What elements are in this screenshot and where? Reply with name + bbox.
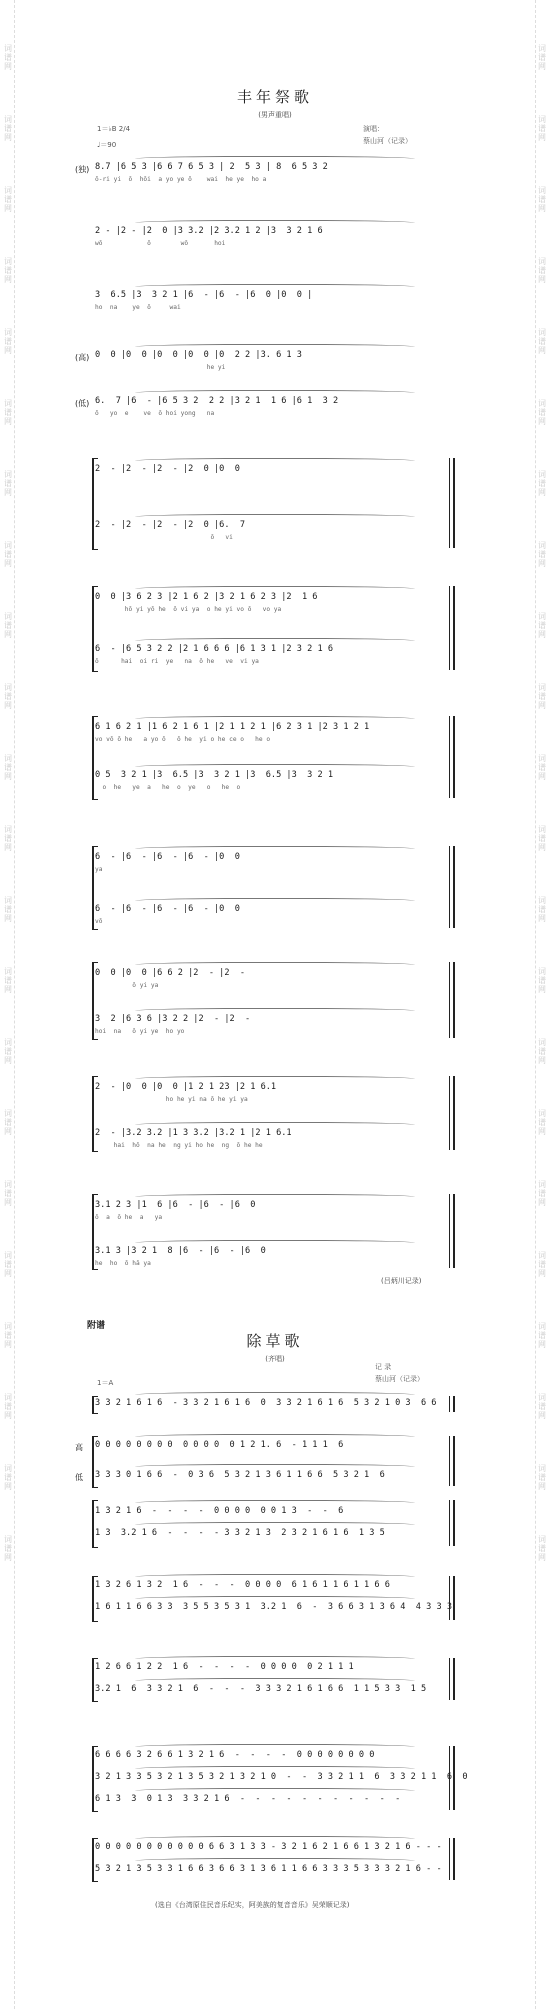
watermark-text: 词谱网 bbox=[4, 44, 12, 71]
watermark-text: 词谱网 bbox=[538, 896, 546, 923]
watermark-text: 词谱网 bbox=[4, 186, 12, 213]
system-brace bbox=[92, 1194, 98, 1270]
watermark-text: 词谱网 bbox=[538, 399, 546, 426]
notation-line: 2 - |0 0 |0 0 |1 2 1 23 |2 1 6.1 bbox=[95, 1082, 277, 1092]
watermark-text: 词谱网 bbox=[4, 612, 12, 639]
slur-line bbox=[135, 1656, 415, 1663]
final-barline bbox=[449, 1076, 455, 1150]
system-brace bbox=[92, 1576, 98, 1622]
song1-meta-line-1: 演唱： bbox=[363, 125, 384, 133]
watermark-text: 词谱网 bbox=[538, 1393, 546, 1420]
lyric-line: ō yi ya bbox=[95, 982, 159, 989]
slur-line bbox=[135, 1596, 415, 1603]
watermark-text: 词谱网 bbox=[538, 825, 546, 852]
notation-line: 6. 7 |6 - |6 5 3 2 2 2 |3 2 1 1 6 |6 1 3 2 bbox=[95, 396, 339, 406]
notation-line: 6 - |6 - |6 - |6 - |0 0 bbox=[95, 904, 240, 914]
notation-line: 3 3 2 1 6 1 6 - 3 3 2 1 6 1 6 0 3 3 2 1 6 1 6 5 3 2 1 0 3 6 6 bbox=[95, 1398, 437, 1408]
final-barline bbox=[449, 1746, 455, 1810]
watermark-text: 词谱网 bbox=[4, 1464, 12, 1491]
slur-line bbox=[135, 1522, 415, 1529]
part-label: 低 bbox=[75, 1473, 83, 1482]
lyric-line: wō ō wō hoi bbox=[95, 240, 226, 247]
watermark-text: 词谱网 bbox=[538, 257, 546, 284]
slur-line bbox=[135, 284, 415, 291]
watermark-text: 词谱网 bbox=[538, 1109, 546, 1136]
final-barline bbox=[449, 846, 455, 928]
lyric-line: he yi bbox=[95, 364, 226, 371]
system-brace bbox=[92, 1076, 98, 1152]
system-brace bbox=[92, 1436, 98, 1488]
system-brace bbox=[92, 458, 98, 550]
lyric-line: ŏ yo e ve ō hoi yong na bbox=[95, 410, 215, 417]
song1-key: 1＝♭B 2/4 bbox=[97, 125, 131, 133]
watermark-text: 词谱网 bbox=[538, 754, 546, 781]
lyric-line: he ho ō hā ya bbox=[95, 1260, 151, 1267]
slur-line bbox=[135, 1500, 415, 1507]
watermark-text: 词谱网 bbox=[538, 967, 546, 994]
song2-title: 除草歌 bbox=[246, 1332, 304, 1350]
song2-credit: (选自《台湾原住民音乐纪实，阿美族的复音音乐》吴荣顺记录) bbox=[155, 1901, 350, 1909]
watermark-text: 词谱网 bbox=[4, 1109, 12, 1136]
part-label: (高) bbox=[75, 353, 90, 362]
notation-line: 1 2 6 6 1 2 2 1 6 - - - - 0 0 0 0 0 2 1 1 1 bbox=[95, 1662, 354, 1672]
notation-line: 1 3 2 1 6 - - - - 0 0 0 0 0 0 1 3 - - 6 bbox=[95, 1506, 344, 1516]
lyric-line: hai hō na he ng yi ho he ng ō he he bbox=[95, 1142, 263, 1149]
watermark-text: 词谱网 bbox=[538, 1180, 546, 1207]
system-brace bbox=[92, 1396, 98, 1414]
final-barline bbox=[449, 1194, 455, 1268]
part-label: (低) bbox=[75, 399, 90, 408]
notation-line: 3.1 2 3 |1 6 |6 - |6 - |6 0 bbox=[95, 1200, 256, 1210]
watermark-text: 词谱网 bbox=[538, 328, 546, 355]
watermark-text: 词谱网 bbox=[4, 1038, 12, 1065]
slur-line bbox=[135, 1574, 415, 1581]
slur-line bbox=[135, 1464, 415, 1471]
notation-line: 3 6.5 |3 3 2 1 |6 - |6 - |6 0 |0 0 | bbox=[95, 290, 313, 300]
final-barline bbox=[449, 716, 455, 798]
notation-line: 1 3 3.2 1 6 - - - - 3 3 2 1 3 2 3 2 1 6 1 6 1 3 5 bbox=[95, 1528, 385, 1538]
song1-subtitle: (男声重唱) bbox=[258, 111, 292, 119]
watermark-text: 词谱网 bbox=[4, 1535, 12, 1562]
slur-line bbox=[135, 1008, 415, 1015]
watermark-text: 词谱网 bbox=[538, 470, 546, 497]
notation-line: 0 5 3 2 1 |3 6.5 |3 3 2 1 |3 6.5 |3 3 2 1 bbox=[95, 770, 333, 780]
slur-line bbox=[135, 1766, 415, 1773]
watermark-text: 词谱网 bbox=[4, 825, 12, 852]
notation-line: 5 3 2 1 3 5 3 3 1 6 6 3 6 6 3 1 3 6 1 1 6 6 3 3 3 5 3 3 3 2 1 6 - - bbox=[95, 1864, 442, 1874]
left-watermark-strip bbox=[2, 0, 15, 2009]
notation-line: 6 1 3 3 0 1 3 3 3 2 1 6 - - - - - - - - - - - bbox=[95, 1794, 401, 1804]
lyric-line: vō bbox=[95, 918, 103, 925]
watermark-text: 词谱网 bbox=[538, 612, 546, 639]
notation-line: 6 - |6 5 3 2 2 |2 1 6 6 6 |6 1 3 1 |2 3 2 1 6 bbox=[95, 644, 333, 654]
notation-line: 6 - |6 - |6 - |6 - |0 0 bbox=[95, 852, 240, 862]
lyric-line: ō vi bbox=[95, 534, 233, 541]
slur-line bbox=[135, 458, 415, 465]
notation-line: 1 6 1 1 6 6 3 3 3 5 5 3 5 3 1 3.2 1 6 - 3 6 6 3 1 3 6 4 4 3 3 3 bbox=[95, 1602, 452, 1612]
watermark-text: 词谱网 bbox=[4, 1180, 12, 1207]
notation-line: 2 - |2 - |2 0 |3 3.2 |2 3.2 1 2 |3 3 2 1 6 bbox=[95, 226, 323, 236]
watermark-text: 词谱网 bbox=[4, 1393, 12, 1420]
slur-line bbox=[135, 1858, 415, 1865]
song2-meta-line-1: 记 录 bbox=[375, 1363, 392, 1371]
slur-line bbox=[135, 390, 415, 397]
notation-line: 3 2 1 3 3 5 3 2 1 3 5 3 2 1 3 2 1 0 - - 3 3 2 1 1 6 3 3 2 1 1 6 0 bbox=[95, 1772, 468, 1782]
watermark-text: 词谱网 bbox=[4, 754, 12, 781]
slur-line bbox=[135, 1836, 415, 1843]
notation-line: 3 2 |6 3 6 |3 2 2 |2 - |2 - bbox=[95, 1014, 251, 1024]
part-label: 高 bbox=[75, 1443, 83, 1452]
notation-line: 0 0 |3 6 2 3 |2 1 6 2 |3 2 1 6 2 3 |2 1 6 bbox=[95, 592, 318, 602]
slur-line bbox=[135, 962, 415, 969]
notation-line: 3 3 3 0 1 6 6 - 0 3 6 5 3 2 1 3 6 1 1 6 6 5 3 2 1 6 bbox=[95, 1470, 385, 1480]
system-brace bbox=[92, 716, 98, 800]
slur-line bbox=[135, 514, 415, 521]
lyric-line: ho na ye ō wai bbox=[95, 304, 181, 311]
watermark-text: 词谱网 bbox=[4, 896, 12, 923]
final-barline bbox=[449, 1658, 455, 1700]
song1-tempo: ♩＝90 bbox=[97, 141, 117, 149]
lyric-line: ya bbox=[95, 866, 103, 873]
watermark-text: 词谱网 bbox=[4, 541, 12, 568]
system-brace bbox=[92, 962, 98, 1040]
system-brace bbox=[92, 846, 98, 930]
final-barline bbox=[449, 458, 455, 548]
watermark-text: 词谱网 bbox=[4, 683, 12, 710]
final-barline bbox=[449, 962, 455, 1038]
watermark-text: 词谱网 bbox=[4, 967, 12, 994]
part-label: (独) bbox=[75, 165, 90, 174]
watermark-text: 词谱网 bbox=[538, 1464, 546, 1491]
notation-line: 3.2 1 6 3 3 2 1 6 - - - 3 3 3 2 1 6 1 6 6 1 1 5 3 3 1 5 bbox=[95, 1684, 427, 1694]
watermark-text: 词谱网 bbox=[538, 1251, 546, 1278]
notation-line: 0 0 |0 0 |0 0 |0 0 |0 2 2 |3. 6 1 3 bbox=[95, 350, 302, 360]
notation-line: 0 0 0 0 0 0 0 0 0 0 0 0 0 1 2 1. 6 - 1 1 1 6 bbox=[95, 1440, 344, 1450]
song2-key: 1＝A bbox=[97, 1379, 114, 1387]
slur-line bbox=[135, 1076, 415, 1083]
watermark-text: 词谱网 bbox=[4, 470, 12, 497]
slur-line bbox=[135, 156, 415, 163]
final-barline bbox=[449, 1576, 455, 1620]
right-watermark-strip bbox=[535, 0, 548, 2009]
slur-line bbox=[135, 898, 415, 905]
final-barline bbox=[449, 586, 455, 670]
slur-line bbox=[135, 846, 415, 853]
notation-line: 8.7 |6 5 3 |6 6 7 6 5 3 | 2 5 3 | 8 6 5 3 2 bbox=[95, 162, 328, 172]
notation-line: 0 0 |0 0 |6 6 2 |2 - |2 - bbox=[95, 968, 246, 978]
appendix-label: 附谱 bbox=[87, 1321, 106, 1331]
lyric-line: ō a ō he a ya bbox=[95, 1214, 163, 1221]
system-brace bbox=[92, 1746, 98, 1812]
song2-meta-line-2: 蔡山河（记录） bbox=[375, 1375, 424, 1383]
notation-line: 2 - |2 - |2 - |2 0 |6. 7 bbox=[95, 520, 246, 530]
slur-line bbox=[135, 764, 415, 771]
lyric-line: ō hai oi ri ye na ō he ve vi ya bbox=[95, 658, 259, 665]
lyric-line: ŏ-ri yi ō hōi a yo ye ō wai he ye ho a bbox=[95, 176, 267, 183]
watermark-text: 词谱网 bbox=[4, 1251, 12, 1278]
watermark-text: 词谱网 bbox=[538, 115, 546, 142]
slur-line bbox=[135, 1194, 415, 1201]
lyric-line: hoi na ō yi ye ho yo bbox=[95, 1028, 185, 1035]
final-barline bbox=[449, 1838, 455, 1880]
notation-line: 3.1 3 |3 2 1 8 |6 - |6 - |6 0 bbox=[95, 1246, 266, 1256]
final-barline bbox=[449, 1436, 455, 1486]
system-brace bbox=[92, 1500, 98, 1548]
watermark-text: 词谱网 bbox=[538, 683, 546, 710]
system-brace bbox=[92, 1838, 98, 1882]
song1-credit: (吕炳川记录) bbox=[381, 1277, 422, 1285]
lyric-line: o he ye a he o ye o he o bbox=[95, 784, 241, 791]
slur-line bbox=[135, 638, 415, 645]
watermark-text: 词谱网 bbox=[538, 44, 546, 71]
slur-line bbox=[135, 1434, 415, 1441]
final-barline bbox=[449, 1396, 455, 1412]
lyric-line: hō yi yō he ō vi ya o he yi vo ō vo ya bbox=[95, 606, 282, 613]
song1-meta-line-2: 蔡山河（记录） bbox=[363, 137, 412, 145]
slur-line bbox=[135, 1744, 415, 1751]
song2-subtitle: (齐唱) bbox=[265, 1355, 285, 1363]
slur-line bbox=[135, 344, 415, 351]
slur-line bbox=[135, 1678, 415, 1685]
watermark-text: 词谱网 bbox=[538, 1535, 546, 1562]
notation-line: 0 0 0 0 0 0 0 0 0 0 0 6 6 3 1 3 3 - 3 2 1 6 2 1 6 6 1 3 2 1 6 - - - bbox=[95, 1842, 442, 1852]
watermark-text: 词谱网 bbox=[4, 1322, 12, 1349]
slur-line bbox=[135, 1122, 415, 1129]
watermark-text: 词谱网 bbox=[4, 115, 12, 142]
notation-line: 1 3 2 6 1 3 2 1 6 - - - 0 0 0 0 6 1 6 1 1 6 1 1 6 6 bbox=[95, 1580, 390, 1590]
watermark-text: 词谱网 bbox=[538, 186, 546, 213]
watermark-text: 词谱网 bbox=[538, 541, 546, 568]
watermark-text: 词谱网 bbox=[4, 328, 12, 355]
slur-line bbox=[135, 1392, 415, 1399]
system-brace bbox=[92, 1658, 98, 1702]
song1-title: 丰年祭歌 bbox=[236, 88, 313, 106]
watermark-text: 词谱网 bbox=[4, 399, 12, 426]
lyric-line: vo vō ō he a yo ō ō he yi o he ce o he o bbox=[95, 736, 271, 743]
notation-line: 2 - |3.2 3.2 |1 3 3.2 |3.2 1 |2 1 6.1 bbox=[95, 1128, 292, 1138]
slur-line bbox=[135, 716, 415, 723]
notation-line: 6 1 6 2 1 |1 6 2 1 6 1 |2 1 1 2 1 |6 2 3 1 |2 3 1 2 1 bbox=[95, 722, 370, 732]
lyric-line: ho he yi na ō he yi ya bbox=[95, 1096, 248, 1103]
slur-line bbox=[135, 220, 415, 227]
slur-line bbox=[135, 586, 415, 593]
slur-line bbox=[135, 1240, 415, 1247]
final-barline bbox=[449, 1500, 455, 1546]
system-brace bbox=[92, 586, 98, 672]
watermark-text: 词谱网 bbox=[538, 1038, 546, 1065]
watermark-text: 词谱网 bbox=[4, 257, 12, 284]
notation-line: 6 6 6 6 3 2 6 6 1 3 2 1 6 - - - - 0 0 0 0 0 0 0 0 bbox=[95, 1750, 375, 1760]
notation-line: 2 - |2 - |2 - |2 0 |0 0 bbox=[95, 464, 240, 474]
slur-line bbox=[135, 1788, 415, 1795]
watermark-text: 词谱网 bbox=[538, 1322, 546, 1349]
